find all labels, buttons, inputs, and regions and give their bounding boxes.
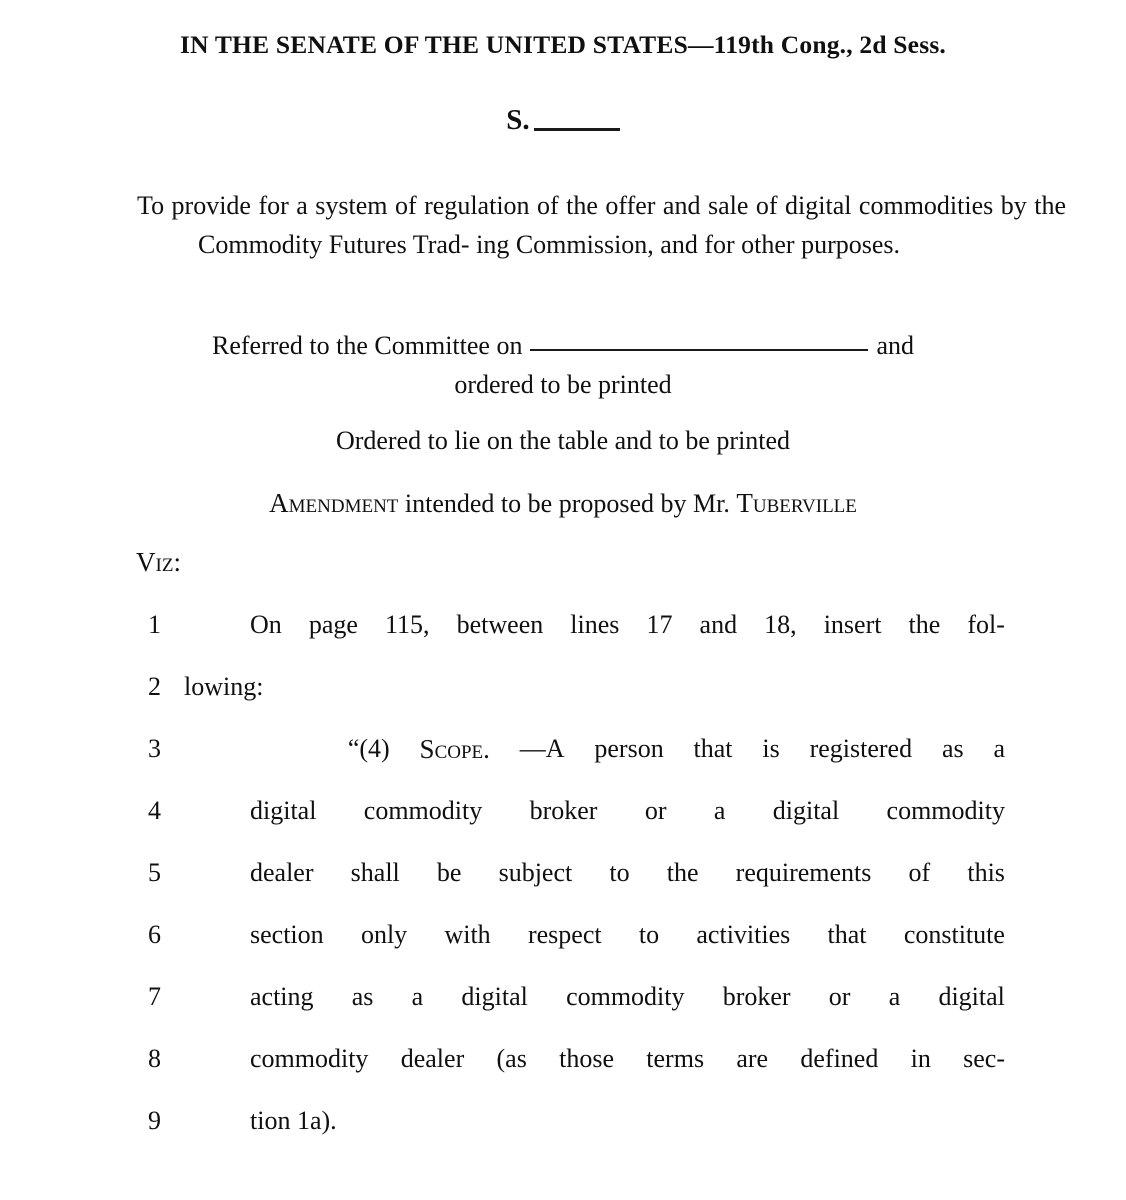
line-number: 1 xyxy=(148,610,161,639)
body-line xyxy=(0,1106,1126,1168)
line-word: On xyxy=(250,610,282,639)
line-text xyxy=(250,1044,1005,1074)
referral-text-before: Referred to the Committee on xyxy=(211,331,523,360)
line-number: 6 xyxy=(148,920,161,949)
subsection-heading: Scope. xyxy=(419,734,490,764)
line-word: is xyxy=(762,734,780,763)
line-word: the xyxy=(666,858,699,887)
body-line xyxy=(0,796,1126,858)
line-word: 18, xyxy=(764,610,797,639)
committee-name-blank xyxy=(530,349,868,351)
line-text: lowing: xyxy=(184,672,264,701)
line-word: (as xyxy=(496,1044,527,1073)
line-word: broker xyxy=(722,982,791,1011)
referral-line-2: ordered to be printed xyxy=(454,370,672,399)
line-word: a xyxy=(713,796,726,825)
body-line xyxy=(0,610,1126,672)
line-word: digital xyxy=(938,982,1005,1011)
line-number: 7 xyxy=(148,982,161,1011)
line-word: between xyxy=(456,610,544,639)
line-word: to xyxy=(638,920,660,949)
body-line xyxy=(0,734,1126,796)
line-text xyxy=(250,858,1005,888)
line-word: subject xyxy=(498,858,573,887)
body-line xyxy=(0,672,1126,734)
line-word: digital xyxy=(461,982,528,1011)
line-word: commodity xyxy=(566,982,685,1011)
bill-number-blank xyxy=(534,128,620,131)
amendment-label: Amendment xyxy=(269,488,399,518)
body-line xyxy=(0,1044,1126,1106)
line-word: terms xyxy=(646,1044,705,1073)
line-word: a xyxy=(411,982,424,1011)
referral-line-1 xyxy=(0,326,1126,365)
long-title-line-2: of digital commodities by the Commodity Futures Trad- xyxy=(198,191,1066,259)
line-word: registered xyxy=(809,734,913,763)
line-text xyxy=(250,734,1005,765)
line-word: —A xyxy=(519,734,565,763)
line-text xyxy=(250,610,1005,640)
body-line xyxy=(0,982,1126,1044)
long-title-line-1: To provide for a system of regulation of the offer and sale xyxy=(137,191,749,220)
line-word: of xyxy=(908,858,931,887)
paragraph-indent xyxy=(250,734,318,765)
line-word: activities xyxy=(696,920,791,949)
line-word: commodity xyxy=(886,796,1005,825)
line-word: 115, xyxy=(385,610,430,639)
line-word: digital xyxy=(772,796,840,825)
line-number: 2 xyxy=(148,672,161,701)
line-word: as xyxy=(941,734,964,763)
line-number: 4 xyxy=(148,796,161,825)
bill-number-line xyxy=(0,104,1126,137)
line-word: with xyxy=(444,920,491,949)
line-word: insert xyxy=(823,610,882,639)
line-word: commodity xyxy=(363,796,483,825)
line-word: lines xyxy=(570,610,620,639)
line-word: page xyxy=(308,610,358,639)
numbered-body-lines xyxy=(0,610,1126,1168)
line-word: digital xyxy=(250,796,317,825)
bill-prefix: S. xyxy=(506,104,530,136)
chamber-header: IN THE SENATE OF THE UNITED STATES—119th Cong., 2d Sess. xyxy=(179,30,947,59)
line-word: fol- xyxy=(967,610,1005,639)
line-word: dealer xyxy=(250,858,314,887)
referral-block xyxy=(0,326,1126,404)
line-word: dealer xyxy=(400,1044,465,1073)
line-word: or xyxy=(644,796,667,825)
amendment-sponsor-name: Tuberville xyxy=(736,488,857,518)
line-word: person xyxy=(594,734,664,763)
line-word: as xyxy=(351,982,374,1011)
body-line xyxy=(0,858,1126,920)
line-word: constitute xyxy=(903,920,1005,949)
line-text xyxy=(250,796,1005,826)
line-word: sec- xyxy=(963,1044,1005,1073)
ordered-to-lie-line: Ordered to lie on the table and to be printed xyxy=(335,426,791,455)
quote-and-enumerator: “(4) xyxy=(347,734,390,763)
amendment-middle-text: intended to be proposed by Mr. xyxy=(398,489,737,518)
line-word: requirements xyxy=(735,858,872,887)
line-text: tion 1a). xyxy=(250,1106,337,1135)
line-number: 3 xyxy=(148,734,161,763)
viz-label: Viz: xyxy=(136,547,181,577)
line-word: commodity xyxy=(250,1044,369,1073)
long-title-line-3: ing Commission, and for other purposes. xyxy=(476,230,901,259)
line-text xyxy=(250,982,1005,1012)
line-word: section xyxy=(250,920,324,949)
line-word: respect xyxy=(527,920,602,949)
line-word: shall xyxy=(350,858,400,887)
body-line xyxy=(0,920,1126,982)
line-word: those xyxy=(559,1044,615,1073)
line-word: that xyxy=(693,734,733,763)
line-word: to xyxy=(609,858,630,887)
line-word: the xyxy=(908,610,941,639)
line-word: 17 xyxy=(646,610,673,639)
line-word: be xyxy=(436,858,462,887)
long-title xyxy=(137,186,1066,264)
line-word: a xyxy=(993,734,1005,763)
line-number: 8 xyxy=(148,1044,161,1073)
line-word: and xyxy=(699,610,738,639)
line-word: that xyxy=(827,920,867,949)
line-word: or xyxy=(828,982,851,1011)
line-word: this xyxy=(967,858,1005,887)
referral-text-after: and xyxy=(876,331,914,360)
line-text xyxy=(250,920,1005,950)
line-number: 5 xyxy=(148,858,161,887)
line-word: defined xyxy=(800,1044,879,1073)
line-word: only xyxy=(360,920,408,949)
line-word: are xyxy=(736,1044,769,1073)
line-word: broker xyxy=(529,796,598,825)
line-word: acting xyxy=(250,982,314,1011)
line-word: a xyxy=(888,982,901,1011)
line-word: in xyxy=(910,1044,931,1073)
amendment-sponsor-line xyxy=(0,488,1126,519)
line-number: 9 xyxy=(148,1106,161,1135)
